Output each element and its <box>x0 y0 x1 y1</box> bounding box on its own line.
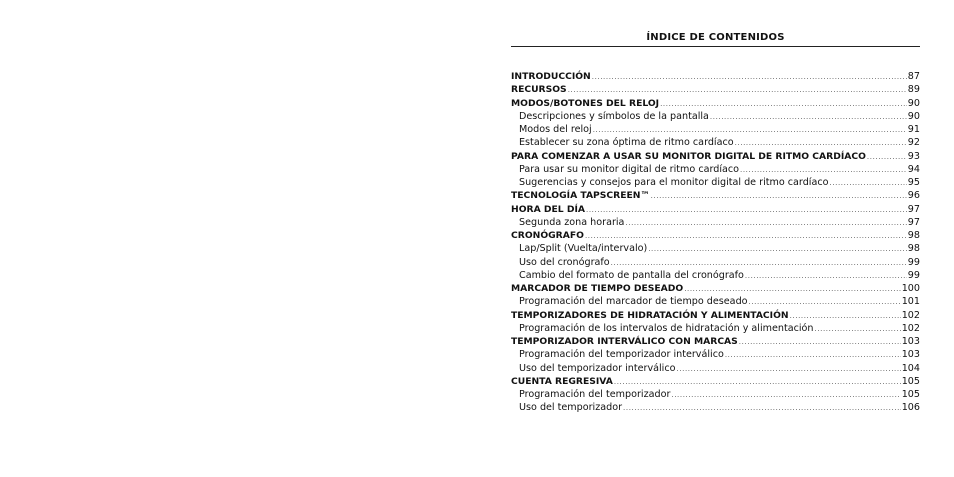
dot-leader <box>660 98 907 111</box>
toc-section-entry[interactable] <box>511 189 920 202</box>
toc-entry-label: RECURSOS <box>511 84 567 96</box>
toc-section-entry[interactable] <box>511 150 920 163</box>
toc-section-entry[interactable] <box>511 97 920 110</box>
toc-subsection-entry[interactable] <box>511 401 920 414</box>
toc-entry-label: Programación de los intervalos de hidratación y alimentación <box>519 322 814 334</box>
toc-subsection-entry[interactable] <box>511 136 920 149</box>
dot-leader <box>815 323 901 336</box>
toc-entry-page-number: 87 <box>907 71 920 82</box>
table-of-contents <box>511 30 920 415</box>
dot-leader <box>867 151 907 164</box>
toc-title: ÍNDICE DE CONTENIDOS <box>646 32 785 43</box>
toc-entry-page-number: 90 <box>907 110 920 122</box>
dot-leader <box>623 402 901 415</box>
dot-leader <box>740 164 907 177</box>
toc-section-entry[interactable] <box>511 229 920 242</box>
toc-entry-page-number: 89 <box>907 84 920 96</box>
toc-list <box>511 70 920 415</box>
toc-entry-page-number: 90 <box>907 97 920 109</box>
toc-entry-page-number: 93 <box>907 150 920 162</box>
toc-entry-page-number: 105 <box>901 389 920 400</box>
toc-section-entry[interactable] <box>511 375 920 388</box>
toc-subsection-entry[interactable] <box>511 322 920 335</box>
toc-entry-label: Uso del temporizador <box>519 402 623 414</box>
toc-section-entry[interactable] <box>511 335 920 348</box>
toc-entry-label: Segunda zona horaria <box>519 216 625 228</box>
toc-entry-page-number: 100 <box>901 283 920 294</box>
dot-leader <box>592 71 907 84</box>
toc-entry-page-number: 104 <box>901 362 920 374</box>
dot-leader <box>745 270 907 283</box>
toc-entry-label: Descripciones y símbolos de la pantalla <box>519 110 709 122</box>
toc-entry-page-number: 92 <box>907 137 920 149</box>
toc-entry-label: Uso del cronógrafo <box>519 256 610 268</box>
dot-leader <box>648 243 907 256</box>
dot-leader <box>829 177 906 190</box>
toc-section-entry[interactable] <box>511 282 920 295</box>
toc-section-entry[interactable] <box>511 70 920 83</box>
toc-entry-label: Programación del temporizador <box>519 389 671 400</box>
toc-entry-label: Sugerencias y consejos para el monitor digital de ritmo cardíaco <box>519 177 829 188</box>
toc-subsection-entry[interactable] <box>511 163 920 176</box>
toc-entry-label: Uso del temporizador interválico <box>519 362 676 374</box>
toc-subsection-entry[interactable] <box>511 176 920 189</box>
toc-subsection-entry[interactable] <box>511 216 920 229</box>
toc-entry-page-number: 103 <box>901 336 920 347</box>
toc-entry-page-number: 98 <box>907 230 920 241</box>
dot-leader <box>586 204 907 217</box>
toc-entry-page-number: 94 <box>907 163 920 175</box>
dot-leader <box>790 310 901 323</box>
toc-subsection-entry[interactable] <box>511 242 920 255</box>
dot-leader <box>593 124 907 137</box>
toc-entry-label: HORA DEL DÍA <box>511 203 585 215</box>
dot-leader <box>611 257 907 270</box>
toc-entry-page-number: 98 <box>907 243 920 255</box>
toc-entry-label: MARCADOR DE TIEMPO DESEADO <box>511 283 684 294</box>
toc-subsection-entry[interactable] <box>511 295 920 308</box>
toc-entry-label: Cambio del formato de pantalla del cronógrafo <box>519 269 744 281</box>
dot-leader <box>749 296 901 309</box>
toc-entry-label: TECNOLOGÍA TAPSCREEN™ <box>511 190 650 202</box>
toc-section-entry[interactable] <box>511 309 920 322</box>
toc-entry-page-number: 105 <box>901 375 920 387</box>
toc-entry-label: CUENTA REGRESIVA <box>511 375 613 387</box>
toc-entry-page-number: 102 <box>901 309 920 321</box>
dot-leader <box>671 389 900 402</box>
toc-entry-page-number: 95 <box>907 177 920 188</box>
toc-subsection-entry[interactable] <box>511 256 920 269</box>
toc-entry-page-number: 96 <box>907 190 920 202</box>
toc-entry-label: Establecer su zona óptima de ritmo cardíaco <box>519 137 734 149</box>
dot-leader <box>735 137 907 150</box>
toc-entry-page-number: 97 <box>907 216 920 228</box>
dot-leader <box>651 190 907 203</box>
toc-subsection-entry[interactable] <box>511 269 920 282</box>
toc-entry-label: TEMPORIZADOR INTERVÁLICO CON MARCAS <box>511 336 738 347</box>
toc-subsection-entry[interactable] <box>511 123 920 136</box>
dot-leader <box>684 283 901 296</box>
toc-entry-label: Lap/Split (Vuelta/intervalo) <box>519 243 648 255</box>
toc-entry-page-number: 99 <box>907 269 920 281</box>
toc-section-entry[interactable] <box>511 83 920 96</box>
toc-entry-label: Programación del temporizador interválico <box>519 349 724 361</box>
dot-leader <box>739 336 901 349</box>
dot-leader <box>625 217 906 230</box>
title-divider <box>511 46 920 47</box>
dot-leader <box>614 376 901 389</box>
dot-leader <box>725 349 901 362</box>
toc-entry-page-number: 102 <box>901 322 920 334</box>
toc-entry-page-number: 106 <box>901 402 920 414</box>
dot-leader <box>676 363 900 376</box>
dot-leader <box>568 84 907 97</box>
toc-entry-page-number: 101 <box>901 296 920 308</box>
toc-entry-label: Para usar su monitor digital de ritmo cardíaco <box>519 163 740 175</box>
toc-entry-label: Modos del reloj <box>519 124 592 135</box>
toc-entry-label: MODOS/BOTONES DEL RELOJ <box>511 97 660 109</box>
toc-entry-page-number: 91 <box>907 124 920 135</box>
toc-entry-label: TEMPORIZADORES DE HIDRATACIÓN Y ALIMENTACIÓN <box>511 309 789 321</box>
toc-entry-label: Programación del marcador de tiempo deseado <box>519 296 748 308</box>
toc-entry-label: CRONÓGRAFO <box>511 230 584 241</box>
toc-section-entry[interactable] <box>511 203 920 216</box>
toc-subsection-entry[interactable] <box>511 348 920 361</box>
toc-subsection-entry[interactable] <box>511 110 920 123</box>
toc-entry-label: INTRODUCCIÓN <box>511 71 591 82</box>
toc-entry-page-number: 97 <box>907 203 920 215</box>
toc-subsection-entry[interactable] <box>511 362 920 375</box>
toc-entry-page-number: 99 <box>907 256 920 268</box>
toc-entry-page-number: 103 <box>901 349 920 361</box>
toc-subsection-entry[interactable] <box>511 388 920 401</box>
dot-leader <box>710 111 907 124</box>
dot-leader <box>585 230 907 243</box>
toc-entry-label: PARA COMENZAR A USAR SU MONITOR DIGITAL DE RITMO CARDÍACO <box>511 150 866 162</box>
